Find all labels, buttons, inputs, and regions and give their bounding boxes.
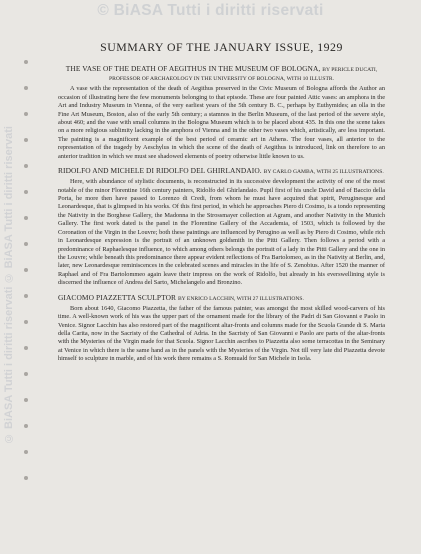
article-title: GIACOMO PIAZZETTA SCULPTOR [58, 292, 177, 302]
article-heading [58, 65, 385, 83]
article-body: Here, with abundance of stylistic documents, is reconstructed in its successive development the activity of one of the most notable of the minor Florentine 16th century painters, Ridolfo del Ghirlandaio. Pupil first of his uncle David and of Baccio della Porta, he more then have passed to Lorenzo di Credi, from whom he must have acquired that spirit, Peruginesque and Leonardesque, that is glimpsed in his works. Of this first period, in which he approaches Piero di Cosimo, is a tondo representing the Nativity in the Borghese Gallery, the Madonna in the Strossmayer collection at Agram, and another Nativity in the Munich Gallery. The first work dated is the panel in the Florentine Gallery of the Accademia, of 1503, which is followed by the Coronation of the Virgin in the Louvre; both these paintings are influenced by Perugino as well as by Piero di Cosimo, while rich in Leonardesque expression is the portrait of an unknown goldsmith in the Pitti Gallery. Then follows a period with a predominance of Raphaelesque influence, to which among others belongs the portrait of a lady in the Pitti Gallery and the one in the Louvre; while beneath this predominance there appear evident reflections of Fra Bartolomeo, as in the Nativity at Berlin, and, later, new Leonardesque reminiscences in the celebrated scenes and miracles in the life of S. Zenobius. After 1520 the manner of Raphael and of Fra Bartolommeo again leave their impress on the work of Ridolfo, but already in his everswellining style is discerned the influence of Andrea del Sarto, Michelangelo and Bronzino. [58, 178, 385, 287]
article-heading [58, 294, 385, 303]
article-vase-aegithus [58, 65, 385, 161]
article-body: A vase with the representation of the death of Aegithus preserved in the Civic Museum of Bologna affords the Author an occasion of illustrating here the few monuments belonging to that episode. These are four painted Attic vases: an amphora in the Art and Industry Museum in Vienna, of the very earliest years of the 5th century B. C., perhaps by Euthymides; an olla in the Fine Art Museum, Boston, also of the early 5th century; a stamnos in the Berlin Museum, of the last period of the severe style, about 460; and the vase with small columns in the Bologna Museum which is to be placed about 435. In this one the scene takes on a more religious sublimity lacking in the amphora of Vienna and in the other two vases which, artistically, are less important. The painting is a magnificent example of the best period of ceramic art in Athens. The four vases, all anterior to the representation of the tragedy by Aeschylus in which the scene of the death of Aegithus is introduced, link on therefore to an anterior tradition in which we must see shadowed elements of poetry otherwise little known to us. [58, 85, 385, 160]
article-ridolfo-ghirlandaio [58, 167, 385, 287]
article-body: Born about 1640, Giacomo Piazzetta, the father of the famous painter, was amongst the most skilled wood-carvers of his time. A well-known work of his was the upper part of the ornament made for the library of the Padri di San Giovanni e Paolo in Venice. Signor Lacchin has also restored part of the magnificent altar-fronts and columns made for the Scuola Grande di S. Maria della Carita, now in the Sacristy of the Cathedral of Adria. In the Sacristy of San Giovanni e Paolo are parts of the altar-fronts with the Mysteries of the Virgin made for that Scuola. Signor Lacchin ascribes to Piazzetta also some terracottas in the Seminary at Venice in which there is the same hand as in the panels with the Mysteries of the Virgin. Not till very late did Piazzetta devote himself to sculpture in marble, and of his work there remains a S. Romuald for San Michele in Isola. [58, 304, 385, 363]
article-byline: BY CARLO GAMBA, WITH 25 ILLUSTRATIONS. [263, 169, 384, 176]
article-byline: BY ENRICO LACCHIN, WITH 27 ILLUSTRATIONS. [177, 295, 304, 302]
watermark-side: © BiASA Tutti i diritti riservati © BiASA Tutti i diritti riservati [3, 126, 15, 444]
article-title: RIDOLFO AND MICHELE DI RIDOLFO DEL GHIRLANDAIO. [58, 166, 262, 176]
watermark-top: © BiASA Tutti i diritti riservati [97, 2, 324, 19]
page-title: SUMMARY OF THE JANUARY ISSUE, 1929 [100, 40, 343, 54]
article-giacomo-piazzetta [58, 294, 385, 364]
article-title: THE VASE OF THE DEATH OF AEGITHUS IN THE MUSEUM OF BOLOGNA, [65, 64, 321, 73]
article-byline: BY PERICLE DUCATI, PROFESSOR OF ARCHAEOLOGY IN THE UNIVERSITY OF BOLOGNA, WITH 10 ILLUSTR. [109, 67, 378, 83]
article-heading [58, 167, 385, 176]
